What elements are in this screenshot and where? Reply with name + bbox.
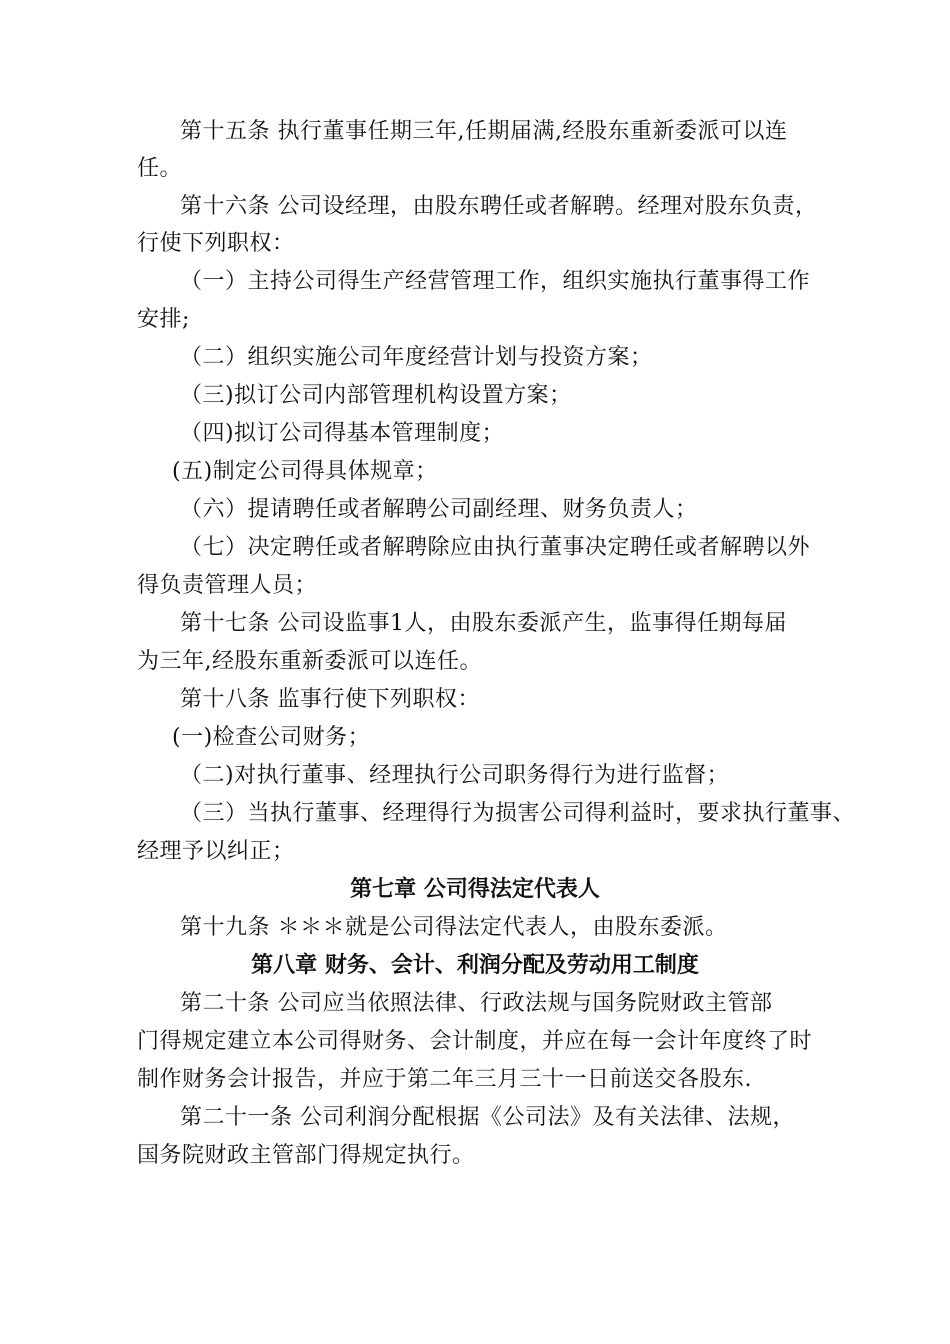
article-20-line-2: 门得规定建立本公司得财务、会计制度，并应在每一会计年度终了时: [137, 1029, 813, 1054]
article-16-line-2: 行使下列职权：: [137, 231, 295, 256]
article-18-item-2: （二)对执行董事、经理执行公司职务得行为进行监督；: [180, 763, 730, 788]
article-16-item-3: （三)拟订公司内部管理机构设置方案；: [180, 383, 572, 408]
article-18-item-3-line-2: 经理予以纠正；: [137, 839, 295, 864]
article-16-item-7-line-2: 得负责管理人员；: [137, 573, 318, 598]
article-18-item-1: (一)检查公司财务；: [172, 725, 371, 750]
article-18-line-1: 第十八条 监事行使下列职权：: [180, 687, 480, 712]
article-17-line-1: 第十七条 公司设监事1人，由股东委派产生，监事得任期每届: [180, 611, 787, 636]
article-16-item-6: （六）提请聘任或者解聘公司副经理、财务负责人；: [180, 497, 698, 522]
article-17-line-2: 为三年,经股东重新委派可以连任。: [137, 649, 482, 674]
chapter-8-heading: 第八章 财务、会计、利润分配及劳动用工制度: [251, 953, 699, 978]
article-16-line-1: 第十六条 公司设经理，由股东聘任或者解聘。经理对股东负责，: [180, 194, 818, 219]
article-16-item-5: (五)制定公司得具体规章；: [172, 459, 438, 484]
article-16-item-4: （四)拟订公司得基本管理制度；: [180, 421, 505, 446]
article-16-item-1-line-1: （一）主持公司得生产经营管理工作，组织实施执行董事得工作: [180, 269, 811, 294]
article-15-line-1: 第十五条 执行董事任期三年,任期届满,经股东重新委派可以连: [180, 119, 788, 144]
article-16-item-1-line-2: 安排;: [137, 307, 190, 332]
article-16-item-2: （二）组织实施公司年度经营计划与投资方案；: [180, 345, 653, 370]
article-19: 第十九条 ＊＊＊就是公司得法定代表人，由股东委派。: [180, 915, 728, 940]
article-16-item-7-line-1: （七）决定聘任或者解聘除应由执行董事决定聘任或者解聘以外: [180, 535, 811, 560]
article-20-line-3: 制作财务会计报告，并应于第二年三月三十一日前送交各股东.: [137, 1067, 752, 1092]
article-15-line-2: 任。: [137, 156, 183, 181]
chapter-7-heading: 第七章 公司得法定代表人: [350, 877, 600, 902]
article-21-line-1: 第二十一条 公司利润分配根据《公司法》及有关法律、法规，: [180, 1105, 795, 1130]
article-20-line-1: 第二十条 公司应当依照法律、行政法规与国务院财政主管部: [180, 991, 773, 1016]
article-18-item-3-line-1: （三）当执行董事、经理得行为损害公司得利益时，要求执行董事、: [180, 801, 856, 826]
article-21-line-2: 国务院财政主管部门得规定执行。: [137, 1143, 475, 1168]
